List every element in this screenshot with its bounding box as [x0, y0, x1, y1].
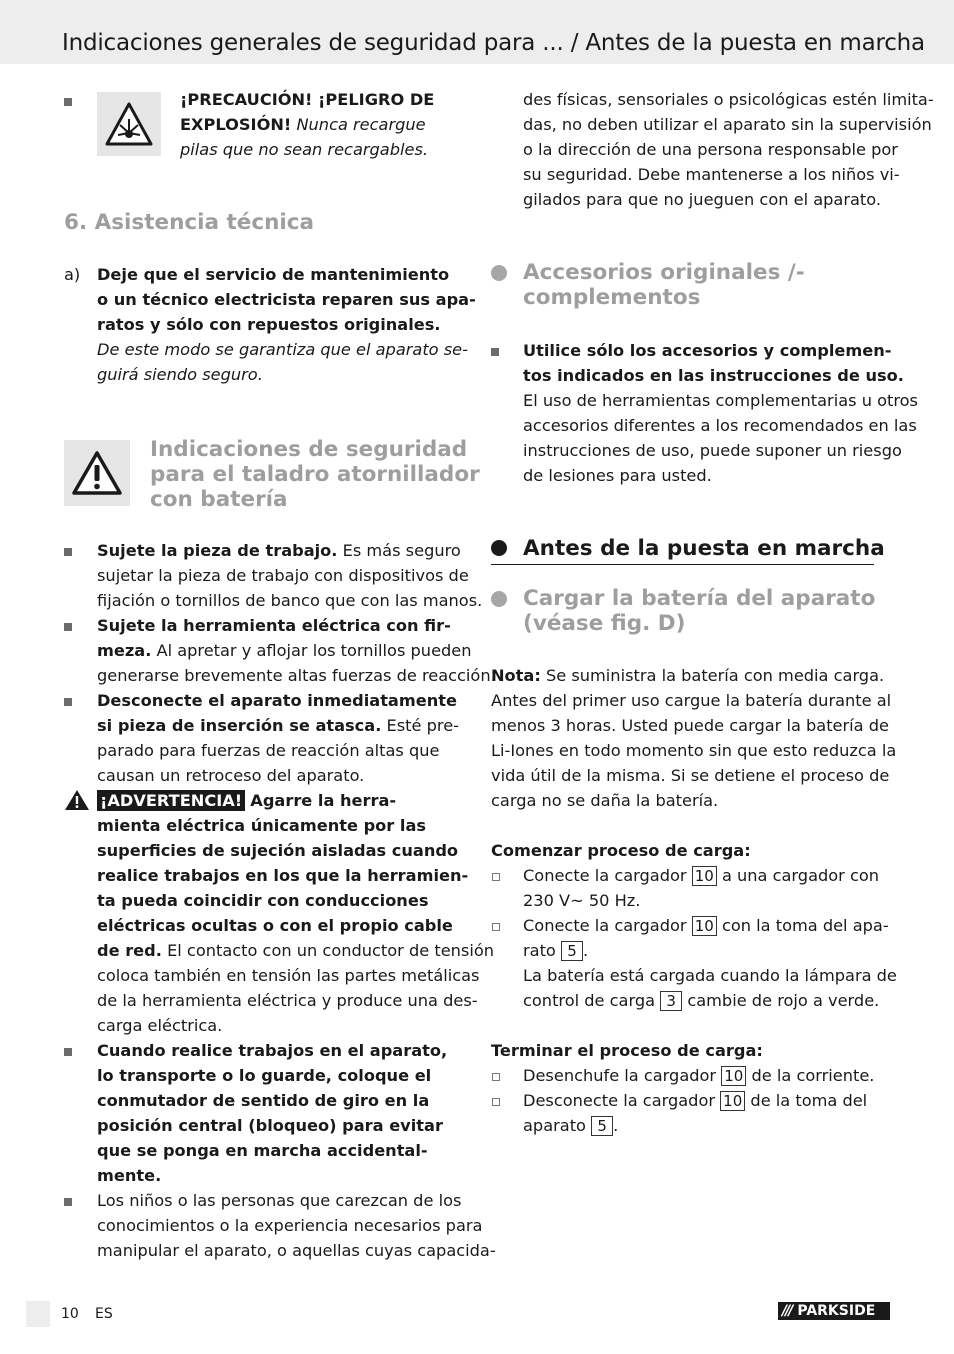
warning-badge: ¡ADVERTENCIA!: [97, 790, 245, 811]
step-item: Desconecte la cargador 10 de la toma del aparato 5 .: [523, 1091, 868, 1135]
section-6-heading: 6. Asistencia técnica: [64, 210, 315, 235]
bullet-square: [64, 548, 72, 556]
ref-number: 10: [692, 916, 717, 936]
bullet-square: [64, 623, 72, 631]
explosion-warning-icon: [97, 92, 161, 156]
warning-small-icon: [64, 789, 90, 811]
end-charging-label: Terminar el proceso de carga:: [491, 1041, 763, 1060]
start-charging-label: Comenzar proceso de carga:: [491, 841, 751, 860]
parkside-logo: /// PARKSIDE: [778, 1302, 890, 1320]
explosion-warning-text: ¡PRECAUCIÓN! ¡PELIGRO DE EXPLOSIÓN! Nunca recargue pilas que no sean recargables.: [180, 90, 435, 159]
page-header-title: Indicaciones generales de seguridad para ... / Antes de la puesta en marcha: [62, 30, 925, 56]
list-item: Sujete la herramienta eléctrica con fir- meza. Al apretar y aflojar los tornillos pueden generarse brevemente altas fuerzas de reacción.: [97, 616, 496, 685]
footer-tab: [26, 1301, 50, 1327]
list-item: Sujete la pieza de trabajo. Es más seguro sujetar la pieza de trabajo con dispositivos de fijación o tornillos de banco que con las manos.: [97, 541, 483, 610]
accessories-heading: Accesorios originales /- complementos: [523, 260, 805, 310]
accessories-text: Utilice sólo los accesorios y complemen- tos indicados en las instrucciones de uso. El uso de herramientas complementarias u otros accesorios diferentes a los recomendados en las instrucciones de uso, puede suponer un riesgo de lesiones para usted.: [523, 341, 918, 485]
bullet-square: [491, 348, 499, 356]
ref-number: 10: [720, 1091, 745, 1111]
section-bullet-dot: [491, 540, 507, 556]
step-checkbox: [492, 1098, 500, 1106]
list-item: Los niños o las personas que carezcan de los conocimientos o la experiencia necesarios para manipular el aparato, o aquellas cuyas capacida-: [97, 1191, 496, 1260]
language-code: ES: [95, 1306, 113, 1322]
bullet-square: [64, 1198, 72, 1206]
section-6-text: Deje que el servicio de mantenimiento o un técnico electricista reparen sus apa- ratos y sólo con repuestos originales. De este modo se garantiza que el aparato se- guirá siendo seguro.: [97, 265, 476, 384]
ref-number: 5: [561, 941, 583, 961]
charge-note: Nota: Se suministra la batería con media carga. Antes del primer uso cargue la batería durante al menos 3 horas. Usted puede cargar la batería de Li-Iones en todo momento sin que esto reduzca la vida útil de la misma. Si se detiene el proceso de carga no se daña la batería.: [491, 666, 897, 810]
children-warning-continued: des físicas, sensoriales o psicológicas estén limita- das, no deben utilizar el aparato sin la supervisión o la dirección de una persona responsable por su seguridad. Debe mantenerse a los niños vi- gilados para que no jueguen con el aparato.: [523, 90, 934, 209]
ref-number: 5: [591, 1116, 613, 1136]
step-checkbox: [492, 1073, 500, 1081]
warning-triangle-icon: [64, 440, 130, 506]
step-checkbox: [492, 873, 500, 881]
warning-item: ¡ADVERTENCIA! Agarre la herra- mienta eléctrica únicamente por las superficies de sujeción aisladas cuando realice trabajos en los que la herramien- ta pueda coincidir con conducciones eléctricas ocultas o con el propio cable de red. El contacto con un conductor de tensión coloca también en tensión las partes metálicas de la herramienta eléctrica y produce una des- carga eléctrica.: [97, 791, 495, 1035]
step-item: Conecte la cargador 10 a una cargador con 230 V~ 50 Hz.: [523, 866, 880, 910]
bullet-square: [64, 98, 72, 106]
heading-underline: [491, 564, 874, 565]
section-bullet-dot: [491, 265, 507, 281]
ref-number: 10: [692, 866, 717, 886]
bullet-square: [64, 1048, 72, 1056]
drill-safety-heading: Indicaciones de seguridad para el taladro atornillador con batería: [150, 437, 480, 512]
step-item: Desenchufe la cargador 10 de la corriente.: [523, 1066, 875, 1085]
page-number: 10: [61, 1306, 79, 1322]
step-item: Conecte la cargador 10 con la toma del apa- rato 5 . La batería está cargada cuando la lámpara de control de carga 3 cambie de rojo a verde.: [523, 916, 897, 1010]
step-checkbox: [492, 923, 500, 931]
list-marker-a: a): [64, 265, 81, 284]
startup-heading: Antes de la puesta en marcha: [523, 536, 885, 561]
ref-number: 3: [660, 991, 682, 1011]
bullet-square: [64, 698, 72, 706]
charge-battery-heading: Cargar la batería del aparato (véase fig. D): [523, 586, 876, 636]
ref-number: 10: [721, 1066, 746, 1086]
list-item: Cuando realice trabajos en el aparato, lo transporte o lo guarde, coloque el conmutador de sentido de giro en la posición central (bloqueo) para evitar que se ponga en marcha accidental- mente.: [97, 1041, 448, 1185]
section-bullet-dot: [491, 591, 507, 607]
list-item: Desconecte el aparato inmediatamente si pieza de inserción se atasca. Esté pre- parado para fuerzas de reacción altas que causan un retroceso del aparato.: [97, 691, 460, 785]
